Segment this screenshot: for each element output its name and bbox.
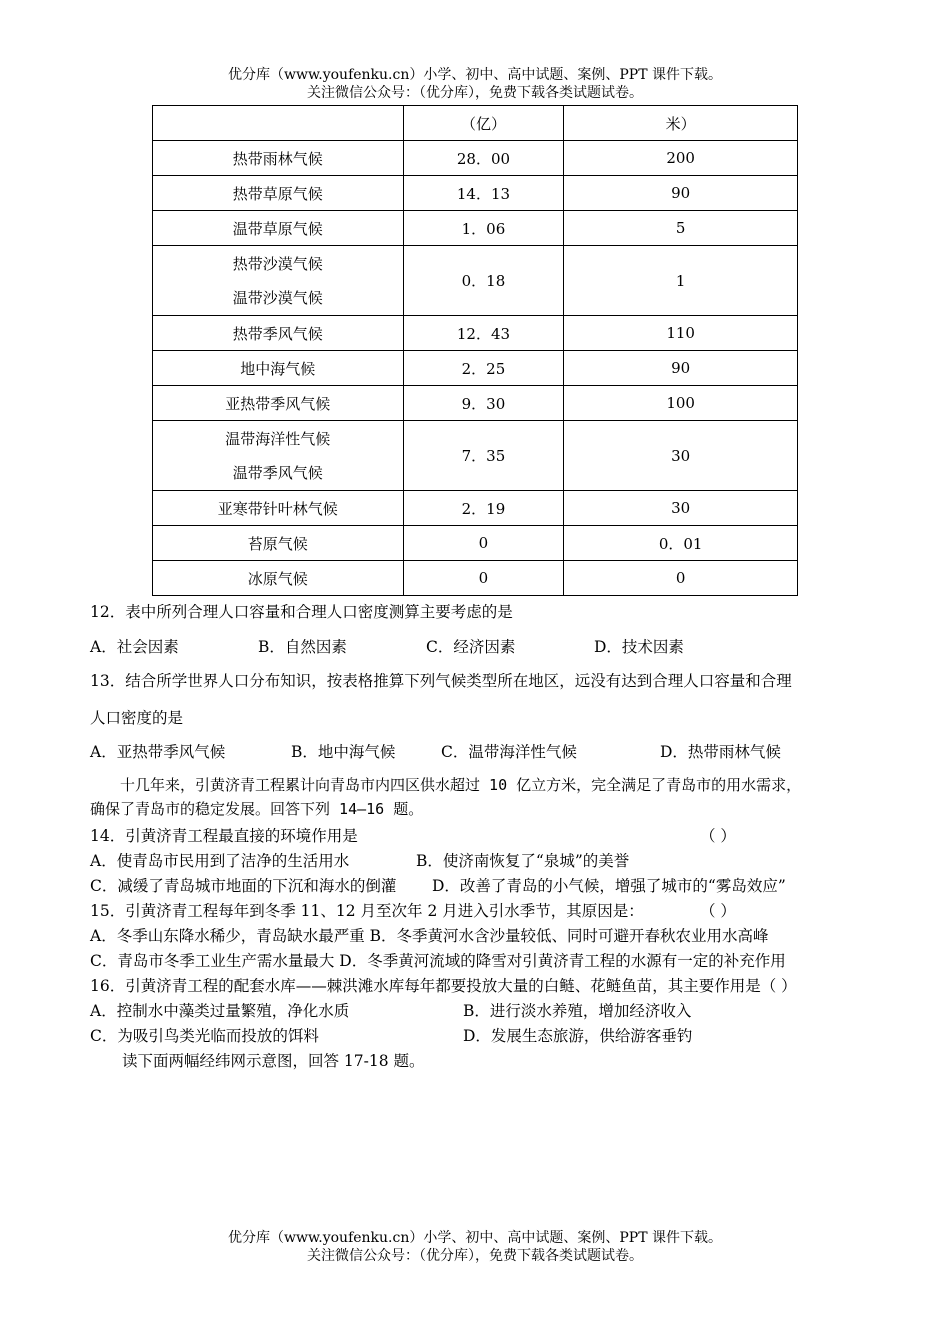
footer-line-1: 优分库（www.youfenku.cn）小学、初中、高中试题、案例、PPT 课件下载。 xyxy=(227,1230,722,1246)
density-cell: 0 xyxy=(564,561,798,596)
climate-cell: 地中海气候 xyxy=(153,351,404,386)
density-cell: 0．01 xyxy=(564,526,798,561)
capacity-cell: 2．19 xyxy=(403,491,564,526)
table-row xyxy=(153,351,798,386)
question-16-option-b: B．进行淡水养殖，增加经济收入 xyxy=(463,1002,692,1020)
table-row xyxy=(153,176,798,211)
question-14-option-a: A．使青岛市民用到了洁净的生活用水 xyxy=(90,852,350,870)
header-line-1: 优分库（www.youfenku.cn）小学、初中、高中试题、案例、PPT 课件下载。 xyxy=(227,67,722,83)
density-cell: 110 xyxy=(564,316,798,351)
table-row xyxy=(153,316,798,351)
question-12-option-a: A．社会因素 xyxy=(90,638,179,656)
question-15-options-cd: C．青岛市冬季工业生产需水量最大 D．冬季黄河流域的降雪对引黄济青工程的水源有一定的补充作用 xyxy=(90,952,786,970)
capacity-cell: 12．43 xyxy=(403,316,564,351)
question-16-option-d: D．发展生态旅游，供给游客垂钓 xyxy=(463,1027,693,1045)
passage-line-1: 十几年来，引黄济青工程累计向青岛市内四区供水超过 10 亿立方米，完全满足了青岛市的用水需求， xyxy=(120,776,802,794)
table-row xyxy=(153,246,798,316)
question-16-option-a: A．控制水中藻类过量繁殖，净化水质 xyxy=(90,1002,350,1020)
table-row xyxy=(153,211,798,246)
table-row xyxy=(153,491,798,526)
capacity-cell: 9．30 xyxy=(403,386,564,421)
table-row xyxy=(153,421,798,491)
passage xyxy=(90,773,870,821)
question-14-option-b: B．使济南恢复了“泉城”的美誉 xyxy=(416,852,630,870)
density-cell: 90 xyxy=(564,351,798,386)
question-13-stem-line-1: 13．结合所学世界人口分布知识，按表格推算下列气候类型所在地区，远没有达到合理人口容量和合理 xyxy=(90,672,792,690)
question-15-stem: 15．引黄济青工程每年到冬季 11、12 月至次年 2 月进入引水季节，其原因是： xyxy=(90,902,644,920)
question-13-option-c: C．温带海洋性气候 xyxy=(441,743,577,761)
passage-line-2: 确保了青岛市的稳定发展。回答下列 14—16 题。 xyxy=(90,800,424,818)
density-cell: 1 xyxy=(564,246,798,316)
climate-cell: 热带雨林气候 xyxy=(153,141,404,176)
question-16-stem: 16．引黄济青工程的配套水库——棘洪滩水库每年都要投放大量的白鲢、花鲢鱼苗，其主要作用是（ ） xyxy=(90,977,797,995)
climate-cell: 冰原气候 xyxy=(153,561,404,596)
climate-cell xyxy=(153,246,404,316)
question-15-options-ab: A．冬季山东降水稀少，青岛缺水最严重 B．冬季黄河水含沙量较低、同时可避开春秋农业用水高峰 xyxy=(90,927,769,945)
table-row xyxy=(153,386,798,421)
table-row xyxy=(153,141,798,176)
header-line-2: 关注微信公众号：（优分库），免费下载各类试题试卷。 xyxy=(307,85,643,101)
climate-population-table xyxy=(152,105,798,596)
climate-cell: 苔原气候 xyxy=(153,526,404,561)
question-13-option-d: D．热带雨林气候 xyxy=(660,743,781,761)
capacity-cell: 28．00 xyxy=(403,141,564,176)
climate-name: 热带沙漠气候 xyxy=(232,254,323,273)
question-13-stem-line-2: 人口密度的是 xyxy=(90,709,184,727)
climate-cell: 热带季风气候 xyxy=(153,316,404,351)
table-row xyxy=(153,526,798,561)
capacity-cell: 7．35 xyxy=(403,421,564,491)
question-12-stem: 12．表中所列合理人口容量和合理人口密度测算主要考虑的是 xyxy=(90,603,513,621)
climate-cell: 亚寒带针叶林气候 xyxy=(153,491,404,526)
climate-name: 温带沙漠气候 xyxy=(232,288,323,307)
table-row xyxy=(153,561,798,596)
density-cell: 30 xyxy=(564,491,798,526)
climate-name: 温带海洋性气候 xyxy=(225,429,331,448)
question-12-option-d: D．技术因素 xyxy=(594,638,684,656)
capacity-cell: 2．25 xyxy=(403,351,564,386)
question-14-option-d: D．改善了青岛的小气候，增强了城市的“雾岛效应” xyxy=(432,877,786,895)
questions-17-18-intro: 读下面两幅经纬网示意图，回答 17-18 题。 xyxy=(122,1052,425,1070)
capacity-cell: 1．06 xyxy=(403,211,564,246)
table-header-cell xyxy=(153,106,404,141)
capacity-cell: 0 xyxy=(403,561,564,596)
question-15-answer-bracket: （ ） xyxy=(700,902,736,920)
density-cell: 30 xyxy=(564,421,798,491)
footer-line-2: 关注微信公众号：（优分库），免费下载各类试题试卷。 xyxy=(307,1248,643,1264)
page-header xyxy=(0,66,950,102)
climate-cell: 温带草原气候 xyxy=(153,211,404,246)
density-cell: 90 xyxy=(564,176,798,211)
question-16-option-c: C．为吸引鸟类光临而投放的饵料 xyxy=(90,1027,319,1045)
question-14-option-c: C．减缓了青岛城市地面的下沉和海水的倒灌 xyxy=(90,877,397,895)
question-13-option-b: B．地中海气候 xyxy=(291,743,396,761)
density-cell: 200 xyxy=(564,141,798,176)
question-13-option-a: A．亚热带季风气候 xyxy=(90,743,226,761)
table-header-cell: （亿） xyxy=(403,106,564,141)
capacity-cell: 0 xyxy=(403,526,564,561)
table-header-cell: 米） xyxy=(564,106,798,141)
capacity-cell: 14．13 xyxy=(403,176,564,211)
question-12-option-b: B．自然因素 xyxy=(258,638,347,656)
density-cell: 5 xyxy=(564,211,798,246)
climate-cell: 热带草原气候 xyxy=(153,176,404,211)
question-14-stem: 14．引黄济青工程最直接的环境作用是 xyxy=(90,827,358,845)
question-12-option-c: C．经济因素 xyxy=(426,638,516,656)
climate-cell xyxy=(153,421,404,491)
climate-cell: 亚热带季风气候 xyxy=(153,386,404,421)
capacity-cell: 0．18 xyxy=(403,246,564,316)
density-cell: 100 xyxy=(564,386,798,421)
page-footer xyxy=(0,1229,950,1265)
table-header-row xyxy=(153,106,798,141)
question-14-answer-bracket: （ ） xyxy=(700,827,736,845)
climate-name: 温带季风气候 xyxy=(232,463,323,482)
